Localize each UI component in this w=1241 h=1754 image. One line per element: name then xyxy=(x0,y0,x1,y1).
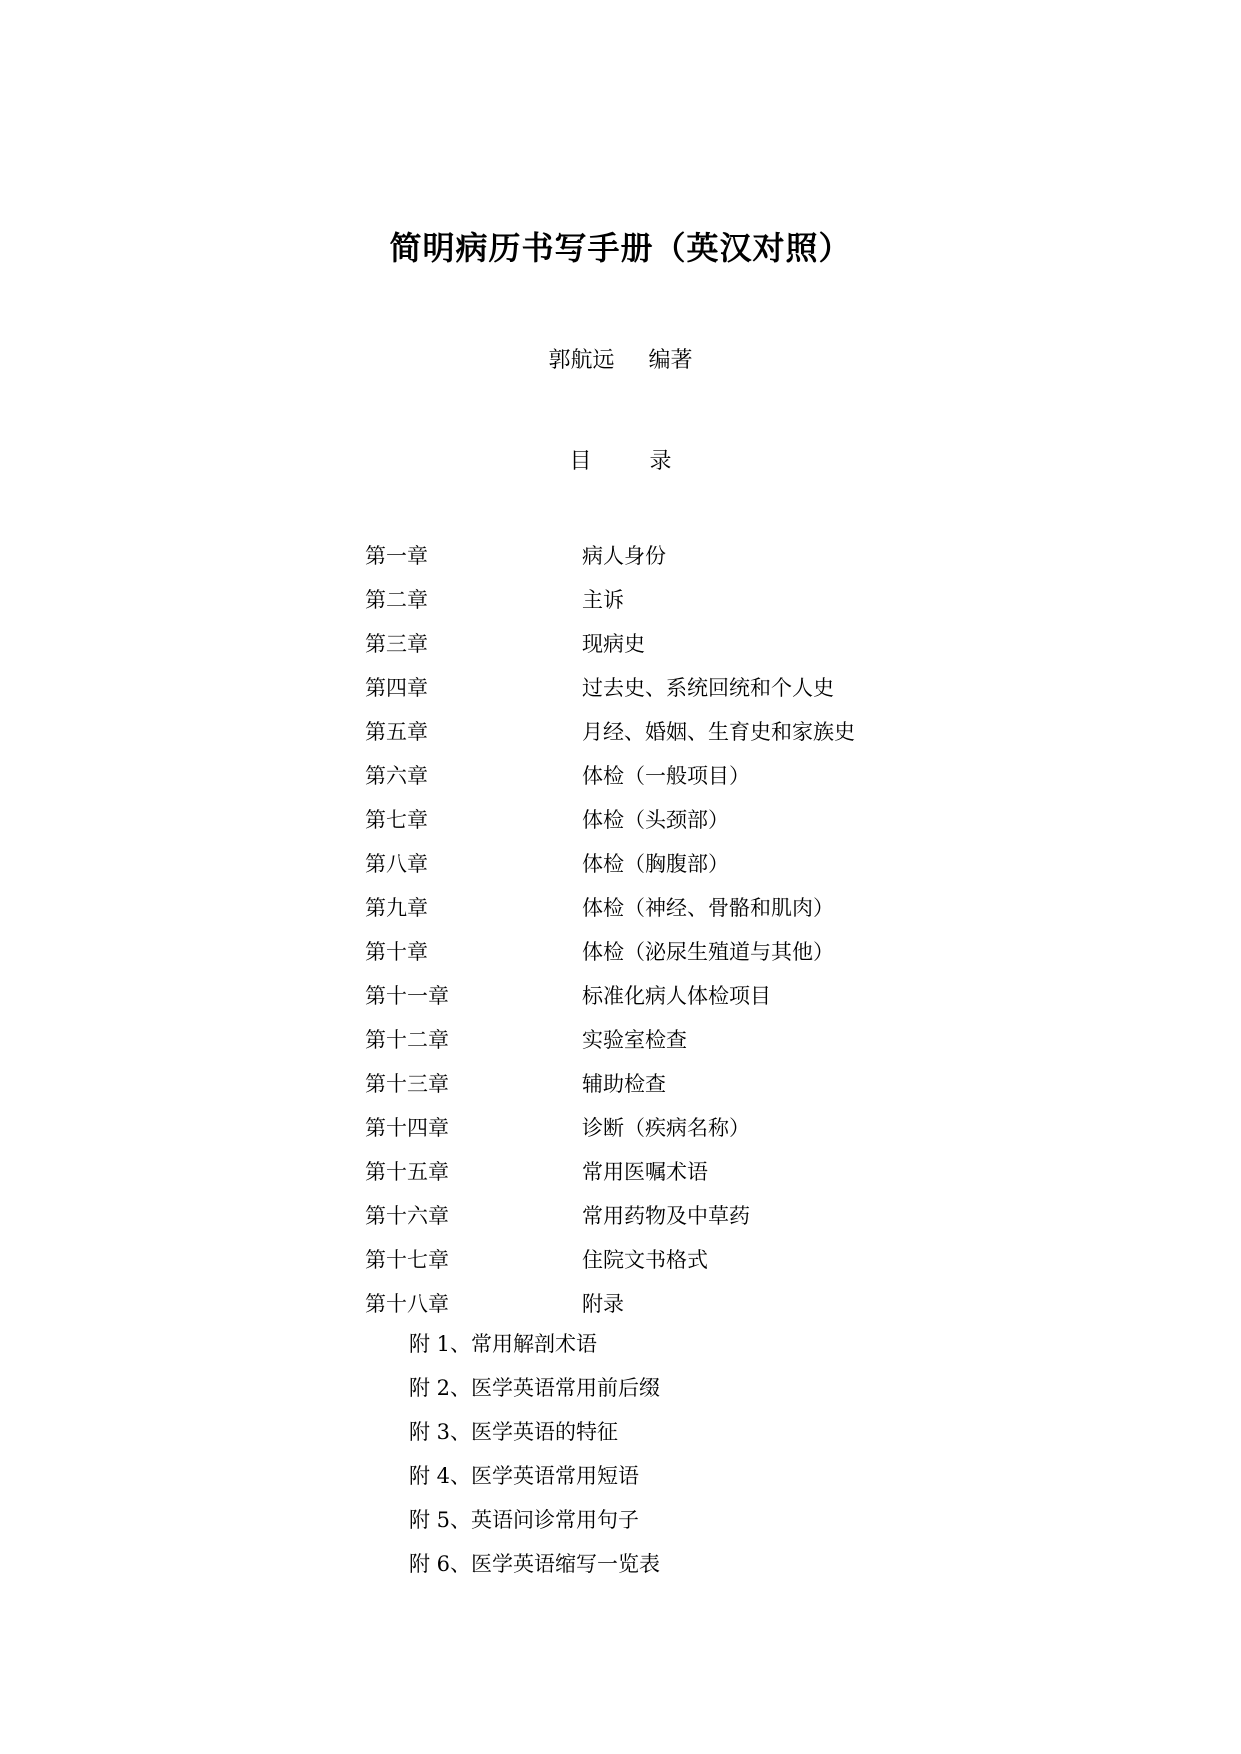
chapter-title: 体检（一般项目） xyxy=(582,764,750,788)
chapter-number: 第十二章 xyxy=(365,1028,449,1052)
chapter-number: 第八章 xyxy=(365,852,428,876)
chapter-number: 第四章 xyxy=(365,676,428,700)
chapter-number: 第十八章 xyxy=(365,1292,449,1316)
author-role: 编著 xyxy=(648,348,693,373)
chapter-title: 主诉 xyxy=(582,588,624,612)
chapter-number: 第十四章 xyxy=(365,1116,449,1140)
chapter-number: 第五章 xyxy=(365,720,428,744)
toc-row-12 xyxy=(365,1017,1065,1061)
chapter-title: 过去史、系统回统和个人史 xyxy=(582,676,834,700)
chapter-number: 第一章 xyxy=(365,544,428,568)
chapter-number: 第十七章 xyxy=(365,1248,449,1272)
appendix-item: 附 5、英语问诊常用句子 xyxy=(409,1508,640,1532)
toc-row-6 xyxy=(365,753,1065,797)
toc-row-3 xyxy=(365,621,1065,665)
chapter-title: 现病史 xyxy=(582,632,645,656)
toc-row-15 xyxy=(365,1149,1065,1193)
toc-row-2 xyxy=(365,577,1065,621)
chapter-title: 常用医嘱术语 xyxy=(582,1160,708,1184)
appendix-item: 附 1、常用解剖术语 xyxy=(409,1332,598,1356)
chapter-number: 第六章 xyxy=(365,764,428,788)
chapter-number: 第十章 xyxy=(365,940,428,964)
appendix-list xyxy=(409,1321,1009,1585)
toc-row-9 xyxy=(365,885,1065,929)
chapter-number: 第七章 xyxy=(365,808,428,832)
chapter-number: 第十五章 xyxy=(365,1160,449,1184)
chapter-title: 体检（胸腹部） xyxy=(582,852,729,876)
toc-row-18 xyxy=(365,1281,1065,1325)
author-name: 郭航远 xyxy=(548,348,615,373)
toc-row-4 xyxy=(365,665,1065,709)
chapter-title: 常用药物及中草药 xyxy=(582,1204,750,1228)
toc-row-10 xyxy=(365,929,1065,973)
chapter-title: 住院文书格式 xyxy=(582,1248,708,1272)
chapter-title: 月经、婚姻、生育史和家族史 xyxy=(582,720,855,744)
toc-row-11 xyxy=(365,973,1065,1017)
appendix-item: 附 6、医学英语缩写一览表 xyxy=(409,1552,661,1576)
chapter-title: 体检（神经、骨骼和肌肉） xyxy=(582,896,834,920)
chapter-number: 第二章 xyxy=(365,588,428,612)
author-line xyxy=(0,346,1241,376)
appendix-item: 附 3、医学英语的特征 xyxy=(409,1420,619,1444)
chapter-number: 第十一章 xyxy=(365,984,449,1008)
chapter-title: 体检（泌尿生殖道与其他） xyxy=(582,940,834,964)
toc-row-8 xyxy=(365,841,1065,885)
toc-row-5 xyxy=(365,709,1065,753)
chapter-number: 第三章 xyxy=(365,632,428,656)
chapter-title: 标准化病人体检项目 xyxy=(582,984,771,1008)
chapter-title: 辅助检查 xyxy=(582,1072,666,1096)
toc-row-13 xyxy=(365,1061,1065,1105)
table-of-contents xyxy=(365,533,1065,1325)
chapter-title: 附录 xyxy=(582,1292,624,1316)
chapter-number: 第十三章 xyxy=(365,1072,449,1096)
chapter-number: 第九章 xyxy=(365,896,428,920)
chapter-number: 第十六章 xyxy=(365,1204,449,1228)
chapter-title: 体检（头颈部） xyxy=(582,808,729,832)
chapter-title: 病人身份 xyxy=(582,544,666,568)
chapter-title: 实验室检查 xyxy=(582,1028,687,1052)
chapter-title: 诊断（疾病名称） xyxy=(582,1116,750,1140)
appendix-item: 附 4、医学英语常用短语 xyxy=(409,1464,640,1488)
toc-row-16 xyxy=(365,1193,1065,1237)
toc-row-7 xyxy=(365,797,1065,841)
toc-heading: 目 录 xyxy=(569,449,690,474)
appendix-item: 附 2、医学英语常用前后缀 xyxy=(409,1376,661,1400)
toc-row-1 xyxy=(365,533,1065,577)
toc-row-17 xyxy=(365,1237,1065,1281)
toc-row-14 xyxy=(365,1105,1065,1149)
document-title: 简明病历书写手册（英汉对照） xyxy=(389,229,852,267)
